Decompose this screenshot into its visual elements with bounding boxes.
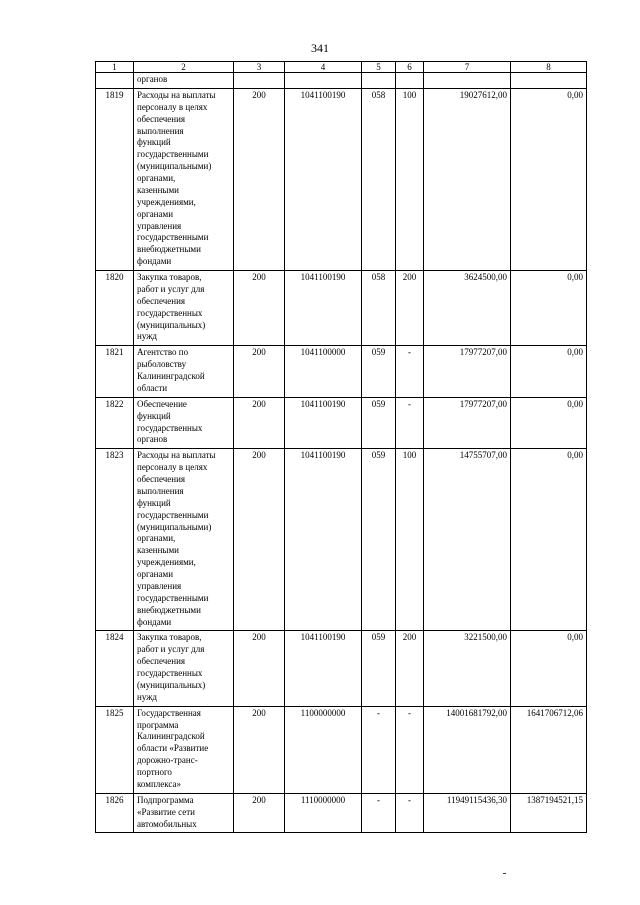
table-row [96,88,587,270]
cell-col7: 17977207,00 [424,397,511,449]
table-row [96,793,587,833]
row-number: 1822 [96,397,134,449]
budget-table [95,61,587,833]
row-number: 1819 [96,88,134,270]
row-description: Агентство по рыболовству Калининградской области [134,346,234,398]
scan-speck [503,873,506,874]
cell-col5: 058 [362,271,396,346]
row-number: 1823 [96,449,134,631]
cell-col5: 059 [362,631,396,706]
cell-col8: 0,00 [511,631,587,706]
table-row [96,397,587,449]
cell-col4: 1041100000 [285,346,362,398]
cell-col3: 200 [234,346,285,398]
row-number: 1820 [96,271,134,346]
cell-col3 [234,73,285,89]
row-description: органов [134,73,234,89]
row-number: 1825 [96,706,134,793]
cell-col5 [362,73,396,89]
cell-col3: 200 [234,449,285,631]
cell-col8: 1387194521,15 [511,793,587,833]
cell-col4: 1041100190 [285,449,362,631]
cell-col6: - [396,346,424,398]
column-header: 6 [396,62,424,73]
cell-col4 [285,73,362,89]
row-description: Расходы на выплаты персоналу в целях обеспечения выполнения функций государственными (муниципальными) органами, казенными учреждениями, органами управления государственными внебюджетными фондами [134,449,234,631]
cell-col5: 059 [362,397,396,449]
cell-col8: 0,00 [511,449,587,631]
row-description: Обеспечение функций государственных органов [134,397,234,449]
row-number: 1824 [96,631,134,706]
table-header-row [96,62,587,73]
cell-col4: 1041100190 [285,271,362,346]
table-row [96,346,587,398]
page-number: 341 [311,41,329,55]
row-number [96,73,134,89]
cell-col5: 059 [362,346,396,398]
cell-col6: 200 [396,631,424,706]
cell-col7: 3624500,00 [424,271,511,346]
column-header: 4 [285,62,362,73]
row-number: 1826 [96,793,134,833]
cell-col8: 1641706712,06 [511,706,587,793]
cell-col7: 14001681792,00 [424,706,511,793]
cell-col6: - [396,706,424,793]
cell-col3: 200 [234,706,285,793]
cell-col6: 100 [396,449,424,631]
table-row [96,631,587,706]
column-header: 2 [134,62,234,73]
column-header: 8 [511,62,587,73]
cell-col5: - [362,793,396,833]
cell-col4: 1041100190 [285,88,362,270]
table-row [96,706,587,793]
cell-col6: 100 [396,88,424,270]
cell-col6: 200 [396,271,424,346]
cell-col4: 1041100190 [285,631,362,706]
row-number: 1821 [96,346,134,398]
row-description: Государственная программа Калининградской области «Развитие дорожно-транс- портного комплекса» [134,706,234,793]
cell-col4: 1041100190 [285,397,362,449]
cell-col8: 0,00 [511,271,587,346]
cell-col7 [424,73,511,89]
column-header: 3 [234,62,285,73]
cell-col7: 11949115436,30 [424,793,511,833]
cell-col5: 058 [362,88,396,270]
cell-col3: 200 [234,88,285,270]
column-header: 5 [362,62,396,73]
cell-col7: 17977207,00 [424,346,511,398]
cell-col3: 200 [234,271,285,346]
cell-col7: 19027612,00 [424,88,511,270]
cell-col7: 3221500,00 [424,631,511,706]
row-description: Расходы на выплаты персоналу в целях обеспечения выполнения функций государственными (муниципальными) органами, казенными учреждениями, органами управления государственными внебюджетными фондами [134,88,234,270]
row-description: Закупка товаров, работ и услуг для обеспечения государственных (муниципальных) нужд [134,271,234,346]
cell-col7: 14755707,00 [424,449,511,631]
cell-col5: - [362,706,396,793]
table-row [96,271,587,346]
column-header: 1 [96,62,134,73]
column-header: 7 [424,62,511,73]
row-description: Закупка товаров, работ и услуг для обеспечения государственных (муниципальных) нужд [134,631,234,706]
cell-col6: - [396,793,424,833]
cell-col6: - [396,397,424,449]
cell-col3: 200 [234,397,285,449]
cell-col8 [511,73,587,89]
row-description: Подпрограмма «Развитие сети автомобильных [134,793,234,833]
cell-col6 [396,73,424,89]
cell-col4: 1110000000 [285,793,362,833]
cell-col5: 059 [362,449,396,631]
cell-col4: 1100000000 [285,706,362,793]
cell-col8: 0,00 [511,346,587,398]
cell-col3: 200 [234,793,285,833]
cell-col3: 200 [234,631,285,706]
cell-col8: 0,00 [511,88,587,270]
cell-col8: 0,00 [511,397,587,449]
table-row [96,73,587,89]
table-row [96,449,587,631]
